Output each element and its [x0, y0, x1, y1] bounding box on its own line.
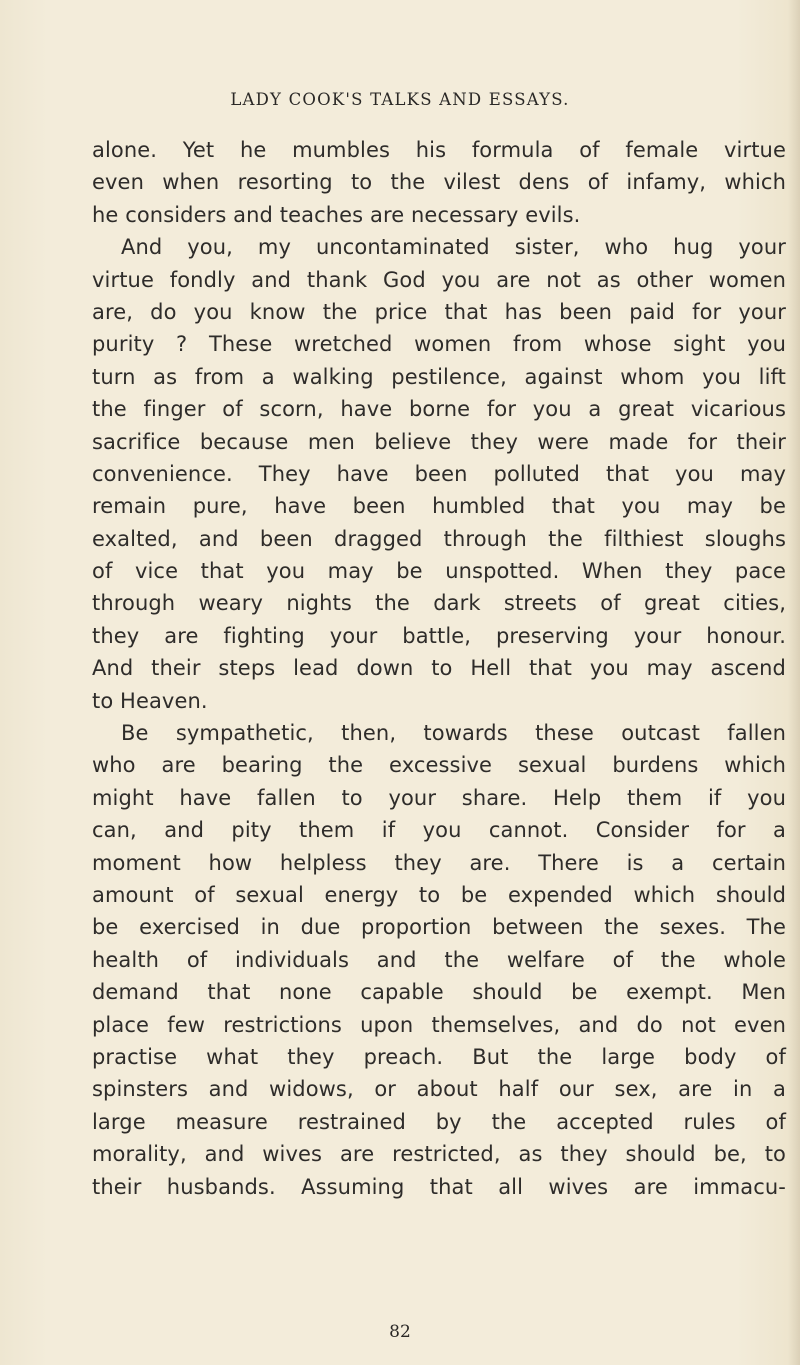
text-line: might have fallen to your share. Help them if you — [92, 785, 786, 810]
text-line: can, and pity them if you cannot. Consider for a — [92, 818, 786, 843]
text-line: are, do you know the price that has been paid for your — [92, 299, 786, 324]
text-line: alone. Yet he mumbles his formula of female virtue — [92, 138, 786, 162]
text-line: sacrifice because men believe they were made for their — [92, 429, 786, 454]
text-line: health of individuals and the welfare of the whole — [92, 947, 786, 972]
text-line: their husbands. Assuming that all wives are immacu- — [92, 1174, 786, 1199]
text-line: spinsters and widows, or about half our sex, are in a — [92, 1077, 786, 1102]
text-line: And their steps lead down to Hell that you may ascend — [92, 656, 786, 681]
text-line: they are fighting your battle, preserving your honour. — [92, 623, 786, 648]
text-line: moment how helpless they are. There is a certain — [92, 850, 786, 875]
body-text — [92, 134, 786, 1203]
text-line: convenience. They have been polluted that you may — [92, 461, 786, 486]
text-line: place few restrictions upon themselves, and do not even — [92, 1012, 786, 1037]
text-line: morality, and wives are restricted, as they should be, to — [92, 1142, 786, 1167]
text-line: he considers and teaches are necessary evils. — [92, 202, 581, 227]
page-number: 82 — [389, 1322, 411, 1342]
text-line: practise what they preach. But the large body of — [92, 1044, 786, 1069]
text-line: exalted, and been dragged through the filthiest sloughs — [92, 526, 786, 551]
text-line: purity ? These wretched women from whose sight you — [92, 332, 786, 357]
text-line: who are bearing the excessive sexual burdens which — [92, 753, 786, 778]
text-line: remain pure, have been humbled that you may be — [92, 494, 786, 519]
text-line: And you, my uncontaminated sister, who hug your — [121, 235, 786, 260]
text-line: amount of sexual energy to be expended which should — [92, 882, 786, 907]
text-line: demand that none capable should be exempt. Men — [92, 980, 786, 1005]
text-line: the finger of scorn, have borne for you a great vicarious — [92, 397, 786, 422]
text-line: turn as from a walking pestilence, against whom you lift — [92, 364, 786, 389]
text-line: of vice that you may be unspotted. When they pace — [92, 559, 786, 584]
text-line: large measure restrained by the accepted rules of — [92, 1109, 786, 1134]
text-line: to Heaven. — [92, 688, 208, 713]
page-edge-shadow — [788, 0, 800, 1365]
running-head: LADY COOK'S TALKS AND ESSAYS. — [230, 90, 570, 109]
text-line: Be sympathetic, then, towards these outcast fallen — [121, 721, 786, 746]
text-line: be exercised in due proportion between the sexes. The — [92, 915, 786, 940]
text-line: even when resorting to the vilest dens of infamy, which — [92, 170, 786, 195]
text-line: through weary nights the dark streets of great cities, — [92, 591, 786, 616]
text-line: virtue fondly and thank God you are not as other women — [92, 267, 786, 292]
